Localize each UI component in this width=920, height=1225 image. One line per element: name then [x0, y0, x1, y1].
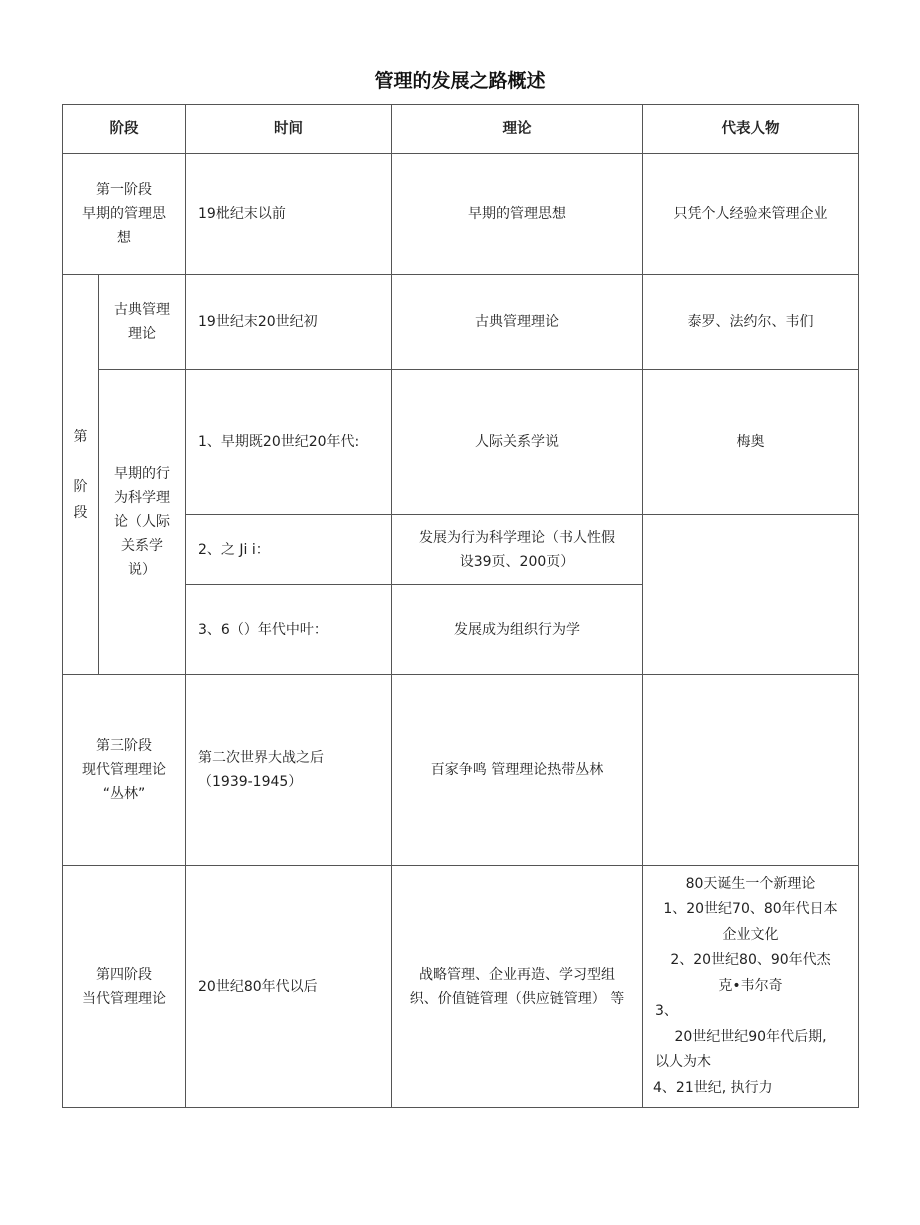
header-theory: 理论: [392, 105, 643, 154]
people-line: 克•韦尔奇: [718, 977, 783, 994]
behavioral-theory-3: 发展成为组织行为学: [392, 585, 643, 675]
stage3-people: [643, 675, 859, 866]
document-title: 管理的发展之路概述: [374, 70, 546, 92]
behavioral-time-1: 1、早期既20世纪20年代:: [186, 370, 392, 515]
stage2-classical-time: 19世纪末20世纪初: [186, 275, 392, 370]
people-line: 企业文化: [722, 926, 779, 943]
stage1-theory: 早期的管理思想: [392, 154, 643, 275]
people-line: 4、21世纪, 执行力: [653, 1079, 773, 1096]
behavioral-theory-2: 发展为行为科学理论（书人性假 设39页、200页）: [392, 515, 643, 585]
stage2-label: 第 阶 段: [63, 275, 99, 675]
stage4-name: 第四阶段 当代管理理论: [63, 866, 186, 1108]
stage4-people: [643, 866, 859, 1108]
header-people: 代表人物: [643, 105, 859, 154]
stage2-classical-theory: 古典管理理论: [392, 275, 643, 370]
people-line: 1、20世纪70、80年代日本: [663, 901, 838, 918]
behavioral-theory-1: 人际关系学说: [392, 370, 643, 515]
stage1-time: 19枇纪末以前: [186, 154, 392, 275]
behavioral-time-3: 3、6（）年代中叶：: [186, 585, 392, 675]
header-row: [63, 105, 859, 154]
stage3-row: [63, 675, 859, 866]
stage1-people: 只凭个人经验来管理企业: [643, 154, 859, 275]
stage2-behavioral-row1: [63, 370, 859, 515]
management-history-table: [62, 104, 859, 1108]
behavioral-people-1: 梅奥: [643, 370, 859, 515]
stage3-time: 第二次世界大战之后 （1939-1945）: [186, 675, 392, 866]
stage1-name: 第一阶段 早期的管理思 想: [63, 154, 186, 275]
behavioral-time-2: 2、之 Ji i：: [186, 515, 392, 585]
stage2-behavioral-name: 早期的行 为科学理 论（人际 关系学 说）: [99, 370, 186, 675]
stage1-row: [63, 154, 859, 275]
people-line: 20世纪世纪90年代后期,: [674, 1028, 827, 1045]
people-line: 3、: [655, 1003, 678, 1020]
people-line: 2、20世纪80、90年代杰: [670, 952, 831, 969]
stage4-time: 20世纪80年代以后: [186, 866, 392, 1108]
stage2-classical-people: 泰罗、法约尔、韦们: [643, 275, 859, 370]
header-time: 时间: [186, 105, 392, 154]
people-line: 80天诞生一个新理论: [685, 875, 816, 892]
stage2-classical-row: [63, 275, 859, 370]
stage2-classical-name: 古典管理 理论: [99, 275, 186, 370]
stage3-name: 第三阶段 现代管理理论 “丛林”: [63, 675, 186, 866]
stage4-theory: 战略管理、企业再造、学习型组 织、价值链管理（供应链管理） 等: [392, 866, 643, 1108]
stage4-row: [63, 866, 859, 1108]
people-line: 以人为木: [655, 1054, 711, 1071]
header-stage: 阶段: [63, 105, 186, 154]
stage3-theory: 百家争鸣 管理理论热带丛林: [392, 675, 643, 866]
behavioral-people-2-3: [643, 515, 859, 675]
